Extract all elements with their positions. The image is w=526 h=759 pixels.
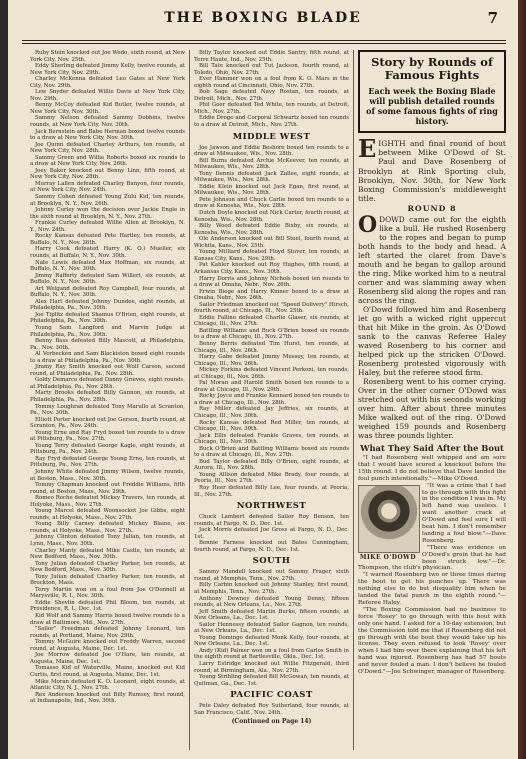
result-entry: Eddie Fallino defeated Charlie Glaser, six rounds, at Chicago, Ill., Nov. 27th. bbox=[194, 314, 349, 328]
result-entry: Alex Hart defeated Johnny Dundee, eight rounds, at Philadelphia, Pa., Nov. 30th. bbox=[30, 298, 185, 312]
column-divider bbox=[189, 50, 190, 750]
result-entry: Elliott Porter knocked out Joe Gerson, fourth round, at Scranton, Pa., Nov. 24th. bbox=[30, 416, 185, 430]
result-entry: Al Verbecken and Sam Blackiston boxed eight rounds to a draw at Philadelphia, Pa., Nov. 30th. bbox=[30, 351, 185, 364]
result-entry: Phil Goer defeated Ted White, ten rounds, at Detroit, Mich., Nov. 27th. bbox=[194, 102, 349, 115]
result-entry: Dutch Doyle knocked out Nick Carter, fourth round, at Kenosha, Wis., Nov. 28th. bbox=[194, 210, 349, 223]
result-entry: Bennie Farness knocked out Bates Cunningham, fourth round, at Fargo, N. D., Dec. 1st. bbox=[194, 540, 349, 553]
lead-paragraph bbox=[358, 134, 506, 204]
result-entry: Bob Sage defeated Navy Rostan, ten rounds, at Detroit, Mich., Nov. 27th. bbox=[194, 89, 349, 102]
pacific-coast-results bbox=[194, 703, 349, 716]
middle-west-results bbox=[194, 145, 349, 499]
page-number: 7 bbox=[487, 9, 498, 27]
result-entry: Charley Manty defeated Mike Castle, ten rounds, at New Bedford, Mass., Nov. 30th. bbox=[30, 547, 185, 561]
section-heading-middle-west: MIDDLE WEST bbox=[232, 131, 311, 142]
result-entry: Harry Gabe defeated Jimmy Mussey, ten rounds, at Chicago, Ill., Nov. 26th. bbox=[194, 354, 349, 367]
result-entry: Lew Snyder defeated Willie Davis at New York City, Nov. 29th. bbox=[30, 89, 185, 102]
result-entry: Ever Hammer won on a foul from K. O. Mars in the eighth round at Cincinnati, Ohio, Nov. 27th. bbox=[194, 76, 349, 89]
result-entry: Benny Bass defeated Billy Mascott, at Philadelphia, Pa., Nov. 30th. bbox=[30, 338, 185, 351]
round-paragraph-text: DOWD came out for the eighth like a bull. He rushed Rosenberg to the ropes and began to pump both hands to the body and head. A left started the claret from Dave's mouth and he began to gallop around the ring. Mike worked him to a neutral corner and was slamming away when Rosenberg slid along the ropes and ran across the ring. bbox=[358, 214, 506, 305]
result-entry: Young Allison defeated Mike Brady, four rounds, at Peoria, Ill., Nov. 27th. bbox=[194, 471, 349, 485]
photo-caption: MIKE O'DOWD bbox=[359, 553, 417, 561]
result-entry: Rex Anderson knocked out Billy Rumsey, first round, at Indianapolis, Ind., Nov. 30th. bbox=[30, 691, 185, 705]
result-entry: Tommy Loughran defeated Tony Marullo at Scranton, Pa., Nov. 30th. bbox=[30, 403, 185, 417]
round-text bbox=[358, 211, 506, 440]
fighter-photo bbox=[358, 485, 420, 553]
result-entry: Young Terry defeated George Kagle, eight rounds, at Pittsburg, Pa., Nov. 24th. bbox=[30, 442, 185, 456]
result-entry: Young Marcel defeated Woonsocket Joe Gibbs, eight rounds, at Holyoke, Mass., Nov. 27th. bbox=[30, 508, 185, 521]
result-entry: Mike Moran defeated K. O. Leonard, eight rounds, at Atlantic City, N. J., Nov. 27th. bbox=[30, 678, 185, 692]
result-entry: Tony Dennis defeated Jack Zallee, eight rounds, at Milwaukee, Wis., Nov. 28th. bbox=[194, 170, 349, 184]
section-heading-south: SOUTH bbox=[252, 556, 291, 567]
result-entry: Young Sam Langford and Marvin Judge at Philadelphia, Pa., Nov. 30th. bbox=[30, 324, 185, 338]
result-entry: Pal Moran and Harold Smith boxed ten rounds to a draw at Chicago, Ill., Nov. 29th. bbox=[194, 380, 349, 393]
result-entry: Sammy Nelson defeated Sammy Dobbins, twelve rounds, at New York City, Nov. 30th. bbox=[30, 115, 185, 129]
result-entry: Rocky Kansas defeated Pete Hartley, ten rounds, at Buffalo, N. Y., Nov. 26th. bbox=[30, 233, 185, 246]
drop-cap: E bbox=[358, 134, 377, 163]
result-entry: Charley McKenna defeated Leo Gates at New York City, Nov. 29th. bbox=[30, 76, 185, 89]
result-entry: Jack Ellis defeated Frankie Graves, ten rounds, at Chicago, Ill., Nov. 30th. bbox=[194, 432, 349, 446]
result-entry: Sailor Friedman knocked out "Speed Dolivery" Hirsch, fourth round, at Chicago, Ill., Nov. 25th. bbox=[194, 301, 349, 315]
result-entry: Eddie Klein knocked out Jack Egan, first round, at Milwaukee, Wis., Nov. 28th. bbox=[194, 183, 349, 197]
result-entry: Eddie Droge and Corporal Schwartz boxed ten rounds to a draw at Detroit, Mich., Nov. 27th. bbox=[194, 115, 349, 129]
round-paragraph: Rosenberg went to his corner crying. Over in the other corner O'Dowd was stretched out with his seconds working over him. After about three minutes Mike walked out of the ring. O'Dowd weighed 159 pounds and Rosenberg was three pounds lighter. bbox=[358, 376, 506, 440]
east-results bbox=[194, 50, 349, 129]
continued-note: (Continued on Page 14) bbox=[231, 718, 312, 726]
result-entry: Joe Tiplitz defeated Shamus O'Brien, eight rounds, at Philadelphia, Pa., Nov. 30th. bbox=[30, 311, 185, 325]
quote-paragraph: "The Boxing Commission had no business to force 'Rosey' to go through with this bout with only one hand. I asked for a 10-day extension, but the Commission told me that if Rosenberg did not go through with the bout they would take up his license. They even refused to look 'Rosey' over when I had him over there explaining that his left hand was injured. Rosenberg has had 57 bouts and never fouled a man. I don't believe he fouled O'Dowd."—Joe Schwinger, manager of Rosenberg. bbox=[358, 606, 506, 676]
result-entry: Young Erne and Ray Fryd boxed ten rounds to a draw at Pittsburg, Pa., Nov. 27th. bbox=[30, 429, 185, 443]
quote-paragraph: "I had Rosenberg well whipped and am sure that I would have scored a knockout before the 15th round. I do not believe that Dave landed the foul punch intentionally."—Mike O'Dowd. bbox=[358, 454, 506, 482]
fighter-photo-block bbox=[358, 485, 418, 562]
result-entry: Ole Anderson knocked out Bill Steel, fourth round, at Wichita, Kans., Nov. 25th. bbox=[194, 236, 349, 249]
result-entry: Eddy Sherling defeated Jimmy Kelly, twelve rounds, at New York City, Nov. 29th. bbox=[30, 63, 185, 76]
quote-paragraph: "It was a crime that I had to go through with this fight in the condition I was in. My left hand was useless. I want another crack at O'Dowd and feel sure I will beat him. I don't remember landing a foul blow."—Dave Rosenberg. bbox=[422, 482, 506, 544]
result-entry: Joe Jawson and Eddie Beshore boxed ten rounds to a draw at Milwaukee, Wis., Nov. 28th. bbox=[194, 144, 349, 158]
result-entry: Johnny Clinton defeated Tony Julian, ten rounds, at Lynn, Mass., Nov. 30th. bbox=[30, 534, 185, 548]
promo-heading: Story by Rounds of Famous Fights bbox=[371, 55, 493, 82]
result-entry: Mickey Forkins defeated Vincent Perkoni, ten rounds, at Chicago, Ill., Nov. 26th. bbox=[194, 367, 349, 380]
result-entry: Young Domingo defeated Monk Kelly, four rounds, at New Orleans, La., Dec. 1st. bbox=[194, 634, 349, 648]
result-entry: Jeff Smith defeated Martin Burke, fifteen rounds, at New Orleans, La., Dec. 1st. bbox=[194, 608, 349, 622]
result-entry: Erwin Biege and Harry Kinner boxed to a draw at Omaha, Nebr., Nov. 26th. bbox=[194, 288, 349, 302]
result-entry: Terry Martin won on a foul from Joe O'Donnell at Marysville, R. I., Nov. 30th. bbox=[30, 586, 185, 600]
result-entry: Rocky Kansas defeated Red Miller, ten rounds, at Chicago, Ill., Nov. 30th. bbox=[194, 419, 349, 433]
section-heading-pacific-coast: PACIFIC COAST bbox=[230, 690, 313, 701]
result-entry: Tommy Chapman knocked out Freddie Williams, fifth round, at Boston, Mass., Nov. 29th. bbox=[30, 482, 185, 495]
result-entry: Ray Fryd defeated George Young Erne, ten rounds, at Pittsburg, Pa., Nov. 27th. bbox=[30, 455, 185, 469]
result-entry: Sailor Hennessy defeated Sailor Gagnon, ten rounds, at New Orleans, La., Dec. 1st. bbox=[194, 621, 349, 635]
result-entry: Ruby Stein knocked out Joe Wedo, sixth round, at New York City, Nov. 25th. bbox=[30, 50, 185, 63]
publication-title: THE BOXING BLADE bbox=[164, 10, 362, 26]
result-entry: Joey Baker knocked out Benny Linn, fifth round, at New York City, Nov. 28th. bbox=[30, 167, 185, 181]
lead-text: IGHTH and final round of bout between Mike O'Dowd of St. Paul and Dave Rosenberg of Brooklyn at Rink Sporting club, Brooklyn, Nov. 30th, for New York Boxing Commission's middleweight title. bbox=[358, 139, 506, 204]
result-entry: Bill Tate knocked out Tut Jackson, fourth round, at Toledo, Ohio, Nov. 27th. bbox=[194, 63, 349, 76]
result-entry: Frankie Curley defeated Willie Allen at Brooklyn, N. Y., Nov. 24th. bbox=[30, 220, 185, 233]
quotes-section bbox=[358, 455, 506, 676]
result-entry: Billy Taylor knocked out Eddie Santry, fifth round, at Terre Haute, Ind., Nov. 25th. bbox=[194, 50, 349, 63]
result-entry: Jack Morris defeated Joe Gross at Fargo, N. D., Dec. 1st. bbox=[194, 527, 349, 540]
column-divider bbox=[353, 50, 354, 750]
result-entry: Pete Daley defeated Roy Sutherland, four rounds, at San Francisco, Calif., Nov. 24th. bbox=[194, 703, 349, 716]
result-entry: Billy Wood defeated Eddie Bixby, six rounds, at Kenosha, Wis., Nov. 28th. bbox=[194, 223, 349, 236]
result-entry: Tony Julian defeated Charley Parker, ten rounds, at Brockton, Mass. bbox=[30, 573, 185, 587]
south-results bbox=[194, 569, 349, 687]
round-paragraph bbox=[358, 211, 506, 305]
result-entry: Marty Brooks defeated Billy Gannon, six rounds, at Philadelphia, Pa., Nov. 28th. bbox=[30, 390, 185, 403]
result-entry: Chuck Lambert defeated Sailor Roy Benson, ten rounds, at Fargo, N. D., Dec. 1st. bbox=[194, 514, 349, 527]
promo-body: Each week the Boxing Blade will publish detailed rounds of some famous fights of ring history. bbox=[366, 86, 498, 126]
result-entry: Jimmy Ray Smith knocked out Wolf Carson, second round, at Philadelphia, Pa., Nov. 28th. bbox=[30, 364, 185, 377]
result-entry: Harry Dorris and Johnny Nichols boxed ten rounds to a draw at Omaha, Nebr., Nov. 26th. bbox=[194, 275, 349, 289]
result-entry: Billy Carbin knocked out Johnny Stanley, first round, at Memphis, Tenn., Nov. 27th. bbox=[194, 582, 349, 596]
after-bout-heading: What They Said After the Bout bbox=[360, 442, 504, 453]
feature-column bbox=[358, 50, 506, 750]
result-entry: Pat Kahler knocked out Roy Hughes, fifth round, at Arkansas City, Kans., Nov. 30th. bbox=[194, 262, 349, 275]
result-entry: Harry Cook defeated Harry (K. O.) Mueller, six rounds, at Buffalo, N. Y., Nov. 30th. bbox=[30, 246, 185, 259]
result-entry: Johnny Curley won the decision over Jackie Engle in the sixth round at Brooklyn, N. Y., Nov. 27th. bbox=[30, 207, 185, 220]
round-heading: ROUND 8 bbox=[407, 204, 457, 214]
result-entry: Tony Julian defeated Charley Parker, ten rounds, at New Bedford, Mass., Nov. 30th. bbox=[30, 560, 185, 574]
result-entry: Art Weigand defeated Roy Campbell, four rounds, at Buffalo, N. Y., Nov. 30th. bbox=[30, 285, 185, 299]
northwest-results bbox=[194, 514, 349, 553]
result-entry: Andy (Kid) Palmer won on a foul from Carlos Smith in the eighth round at Bartlesville, Okla., Dec. 1st. bbox=[194, 647, 349, 661]
result-entry: Pete Johnson and Chuck Carlie boxed ten rounds to a draw at Kenosha, Wis., Nov. 28th. bbox=[194, 196, 349, 210]
results-column-1 bbox=[30, 50, 185, 750]
result-entry: Roy Heer defeated Billy Lee, four rounds, at Peoria, Ill., Nov. 27th. bbox=[194, 485, 349, 498]
result-entry: Battling Williams and Buck O'Brien boxed six rounds to a draw at Chicago, Ill., Nov. 27th. bbox=[194, 327, 349, 341]
result-entry: Buck O'Brien and Battling Williams boxed six rounds to a draw at Chicago, Ill., Nov. 27th. bbox=[194, 445, 349, 459]
header-rule bbox=[22, 40, 506, 41]
result-entry: Sammy Mandell knocked out Sammy Frager, sixth round, at Memphis, Tenn., Nov. 27th. bbox=[194, 569, 349, 582]
magazine-page bbox=[8, 0, 518, 759]
result-entry: Sammy Cohen defeated Young Zulu Kid, ten rounds, at Brooklyn, N. Y., Nov. 26th. bbox=[30, 194, 185, 207]
result-entry: Johnny White defeated Jimmy Wilson, twelve rounds, at Boston, Mass., Nov. 30th. bbox=[30, 469, 185, 482]
result-entry: Jimmy Rafferty defeated Sam Willert, six rounds, at Buffalo, N. Y., Nov. 30th. bbox=[30, 272, 185, 286]
result-entry: Nate Lewis defeated Max Hoffman, six rounds, at Buffalo, N. Y., Nov. 30th. bbox=[30, 259, 185, 273]
result-entry: "Sailor" Freedman defeated Johnny Leonard, ten rounds, at Portland, Maine, Nov. 29th. bbox=[30, 626, 185, 639]
promo-box bbox=[358, 50, 506, 133]
result-entry: Ray Miller defeated Jay Jeffries, six rounds, at Chicago, Ill., Nov. 30th. bbox=[194, 406, 349, 419]
section-heading-northwest: NORTHWEST bbox=[236, 501, 307, 512]
result-entry: Goldy Demarco defeated Danny Grieves, eight rounds, at Philadelphia, Pa., Nov. 28th. bbox=[30, 377, 185, 390]
result-entry: Murray Lallen defeated Charley Banyon, four rounds, at New York City, Nov. 24th. bbox=[30, 180, 185, 194]
result-entry: Sammy Green and Willie Roberts boxed six rounds to a draw at New York City, Nov. 26th. bbox=[30, 154, 185, 168]
result-entry: Benny Berris defeated Tim Hurst, ten rounds, at Chicago, Ill., Nov. 26th. bbox=[194, 340, 349, 354]
quote-paragraph: "There was evidence on O'Dowd's groin that he had been struck low."—Dr. Thompson, the club's physician. bbox=[358, 544, 506, 572]
page-header bbox=[8, 0, 518, 40]
result-entry: Bill Burns defeated Archie McKeever, ten rounds, at Milwaukee, Wis., Nov. 28th. bbox=[194, 157, 349, 171]
result-entry: Young Stribling defeated Bill McGowan, ten rounds, at Quitman, Ga., Dec. 1st. bbox=[194, 674, 349, 687]
result-entry: Young Billy Carney defeated Mickey Blaine, six rounds, at Holyoke, Mass., Nov. 27th. bbox=[30, 521, 185, 534]
result-entry: Tomasso Kid of Waterville, Maine, knocked out Kid Curtis, first round, at Augusta, Maine, Dec. 1st. bbox=[30, 665, 185, 678]
header-rule-thin bbox=[22, 43, 506, 44]
result-entry: Young Milliard defeated Floyd Stover, ten rounds, at Kansas City, Kans., Nov. 29th. bbox=[194, 249, 349, 262]
result-entry: Bud Taylor defeated Billy O'Brien, eight rounds, at Aurora, Ill., Nov. 28th. bbox=[194, 458, 349, 472]
quote-paragraph: "I warned Rosenberg two or three times during the bout to get his punches up. There was nothing else to do but disqualify him when he landed the fatal punch in the eighth round."—Referee Haley. bbox=[358, 572, 506, 606]
result-entry: Joe Quinn defeated Charley Arthurs, ten rounds, at New York City, Nov. 28th. bbox=[30, 141, 185, 155]
result-entry: Larry Estridge knocked out Willie Fitzgerald, third round, at Birmingham, Ala., Nov. 27th. bbox=[194, 661, 349, 674]
result-entry: Joe Morrow defeated Joe O'Hare, ten rounds, at Augusta, Maine, Dec. 1st. bbox=[30, 652, 185, 665]
result-entry: Jack Bernstein and Babe Herman boxed twelve rounds to a draw at New York City, Nov. 30th. bbox=[30, 128, 185, 142]
binding-edge bbox=[518, 0, 526, 759]
results-column-2 bbox=[194, 50, 349, 750]
result-entry: Anthony Downey defeated Young Denny, fifteen rounds, at New Orleans, La., Nov. 27th. bbox=[194, 595, 349, 609]
round-paragraph: O'Dowd followed him and Rosenberg let go with a wicked right uppercut that hit Mike in the groin. As O'Dowd sank to the canvas Referee Haley waved Rosenberg to his corner and helped pick up the stricken O'Dowd. Rosenberg protested vigorously with Haley, but the referee stood firm. bbox=[358, 304, 506, 377]
result-entry: Romeo Roche defeated Mickey Travers, ten rounds, at Holyoke, Mass., Nov. 27th. bbox=[30, 495, 185, 508]
result-entry: Benny McCoy defeated Kid Butler, twelve rounds, at New York City, Nov. 30th. bbox=[30, 102, 185, 115]
result-entry: Rocky Joyce and Frankie Kennard boxed ten rounds to a draw at Chicago, Ill., Nov. 28th. bbox=[194, 393, 349, 406]
result-entry: Kid Wolf and Sammy Harris boxed twelve rounds to a draw at Baltimore, Md., Nov. 27th. bbox=[30, 613, 185, 626]
result-entry: Tommy McGuire knocked out Freddy Warren, second round, at Augusta, Maine, Dec. 1st. bbox=[30, 639, 185, 652]
result-entry: Eddie Shevlin defeated Phil Bloom, ten rounds, at Providence, R. I., Dec. 1st. bbox=[30, 599, 185, 613]
drop-cap: O bbox=[358, 211, 378, 238]
